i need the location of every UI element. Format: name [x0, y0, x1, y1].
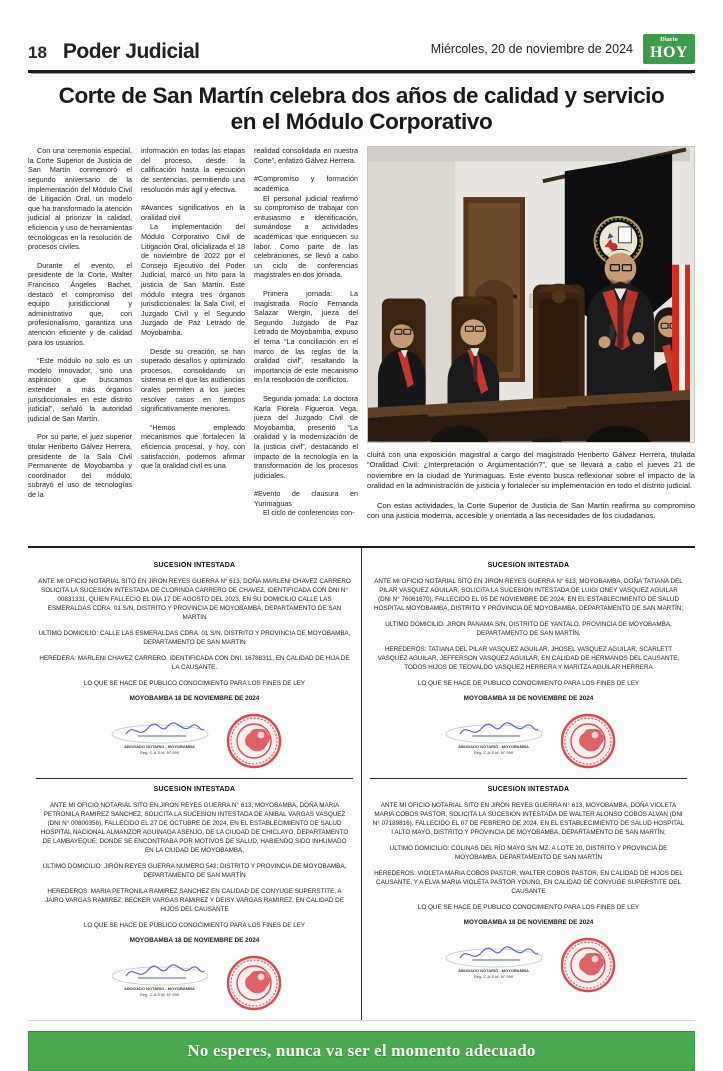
notice-paragraph: LO QUE SE HACE DE PUBLICO CONOCIMIENTO PARA LOS FINES DE LEY — [417, 904, 640, 912]
paragraph: información en todas las etapas del proceso, desde la calificación hasta la ejecución de sentencias, permitiendo una resolución más ágil y efectiva. — [141, 146, 245, 194]
article-right-area — [367, 146, 695, 538]
notice-date: MOYOBAMBA 18 DE NOVIEMBRE DE 2024 — [129, 695, 260, 703]
paragraph: Desde su creación, se han superado desafíos y optimizado procesos, consolidando un sistema en el que las audiencias orales permiten a los jueces resolver casos en tiempos significativamente menores. — [141, 346, 245, 414]
photo-illustration — [368, 147, 690, 442]
section-subhead: #Evento de clausura en Yurimaguas — [254, 489, 358, 508]
logo-top-label: Diario — [660, 36, 678, 44]
paragraph: El ciclo de conferencias con- — [263, 508, 355, 518]
article-column-2 — [141, 146, 245, 538]
notice-paragraph: ULTIMO DOMICILIO: JIRON PANAMA S/N, DISTRITO DE YANTALO, PROVINCIA DE MOYOBAMBA, DEPARTAMENTO DE SAN MARTÍN. — [385, 621, 672, 638]
article-column-3 — [254, 146, 358, 538]
stamp-row — [372, 934, 685, 996]
notice-paragraph: ANTE MI OFICIO NOTARIAL SITO EN JIRON REYES GUERRA N° 613, DOÑA MARLENI CHAVEZ CARRERO SOLICITA LA SUCESION INTESTADA DE CLORINDA CARRERO DE CHAVEZ, IDENTIFICADA CON DNI N° 00831331, QUIEN FALLECIO EL DIA 17 DE AGOSTO DEL 2023, EN SU DOMICILIO CALLE LAS ESMERALDAS CDRA. 01 S/N, DISTRITO Y PROVINCIA DE MOYOBAMBA, DEPARTAMENTO DE SAN MARTIN — [38, 578, 351, 622]
notice-paragraph: HEREDEROS: MARIA PETRONILA RAMIREZ SANCHEZ EN CALIDAD DE CONYUGE SUPERSTITE, A JAIRO VARGAS RAMIREZ; BECKER VARGAS RAMIREZ Y DEISY VARGAS RAMIREZ, EN CALIDAD DE HIJOS DEL CAUSANTE — [45, 888, 344, 914]
notice-date: MOYOBAMBA 18 DE NOVIEMBRE DE 2024 — [463, 695, 594, 703]
notice-paragraph: LO QUE SE HACE DE PUBLICO CONOCIMIENTO PARA LOS FINES DE LEY — [83, 680, 306, 688]
notary-caption: ABOGADO NOTARIO - MOYOBAMBA — [458, 968, 529, 974]
newspaper-logo — [643, 34, 695, 64]
paragraph: Primera jornada: La magistrada Rocío Fernanda Salazar Wergin, jueza del Segundo Juzgado de Paz Letrado de Moyobamba, expuso el tema “La conciliación en el marco de las reglas de la oralidad civil”, resaltando la importancia de este mecanismo en la resolución de conflictos. — [254, 289, 358, 385]
peru-flag — [672, 265, 690, 394]
notary-caption: ABOGADO NOTARIO - MOYOBAMBA — [124, 986, 195, 992]
notice-paragraph: ULTIMO DOMICILIO: COLINAS DEL RÍO MAYO S/N MZ. A LOTE 20, DISTRITO Y PROVINCIA DE MOYOBAMBA, DEPARTAMENTO DE SAN MARTÍN — [389, 845, 668, 862]
notice-title: SUCESION INTESTADA — [153, 786, 236, 794]
logo-main-label: HOY — [650, 43, 688, 61]
stamp-row — [38, 952, 351, 1014]
notary-caption: Reg. C.A.S.M. N° 099 — [474, 750, 513, 756]
notice-sucesion-intestada-3 — [370, 555, 687, 778]
notary-seal-icon — [226, 955, 282, 1011]
notice-title: SUCESION INTESTADA — [487, 786, 570, 794]
notary-seal-icon — [560, 713, 616, 769]
notice-paragraph: ANTE MI OFICIO NOTARIAL SITO EN JIRON REYES GUERRA N° 613, MOYOBAMBA, DOÑA VIOLETA MARIA COBOS PASTOR, SOLICITA LA SUCESION INTESTADA DE WALTER ALONSO COBOS ALVAN (DNI N° 07189816), FALLECIDO EL 07 DE FEBRERO DE 2024, EN EL ESTABLECIMIENTO DE SALUD HOSPITAL I ALTO MAYO, DISTRITO Y PROVINCIA DE MOYOBAMBA, DEPARTAMENTO DE SAN MARTÍN; — [372, 802, 685, 837]
notary-signature — [442, 718, 546, 764]
notice-date: MOYOBAMBA 18 DE NOVIEMBRE DE 2024 — [129, 937, 260, 945]
notary-caption: Reg. C.A.S.M. N° 099 — [474, 974, 513, 980]
paragraph: La implementación del Módulo Corporativo Civil de Litigación Oral, oficializada el 18 de noviembre de 2022 por el Consejo Ejecutivo del Poder Judicial, marcó un hito para la justicia de San Martín. Este módulo integra tres órganos jurisdiccionales: la Sala Civil, el Juzgado Civil y el Segundo Juzgado de Paz Letrado de Moyobamba. — [141, 222, 245, 337]
article-column-1 — [28, 146, 132, 538]
article-body — [28, 146, 695, 538]
notice-paragraph: ANTE MI OFICIO NOTARIAL SITO EN JIRON REYES GUERRA N° 613, MOYOBAMBA, DOÑA MARIA PETRONILA RAMIREZ SANCHEZ, SOLICITA LA SUCESION INTESTADA DE ANIBAL VARGAS VASQUEZ (DNI N° 00800356), FALLECIDO EL 27 DE OCTUBRE DE 2024, EN EL ESTABLECIMIENTO DE SALUD HOSPITAL NACIONAL ALMANZOR AGUINAGA ASENJO, DE LA CIUDAD DE CHICLAYO, DEPARTAMENTO DE LAMBAYEQUE; DONDE SE ENCONTRABA POR MOTIVOS DE SALUD, HABIENDO SIDO INHUMADO EN LA CIUDAD DE MOYOBAMBA, — [40, 802, 349, 855]
notices-left-column — [28, 548, 361, 1020]
notary-seal-icon — [226, 713, 282, 769]
paragraph: Por su parte, el juez superior titular Heriberto Gálvez Herrera, presidente de la Sala Civil Permanente de Moyobamba y coordinador del módulo, subrayó el uso de tecnologías de la — [28, 432, 132, 499]
notice-title: SUCESION INTESTADA — [487, 562, 570, 570]
notary-caption: Reg. C.A.S.M. N° 099 — [140, 992, 179, 998]
notice-paragraph: LO QUE SE HACE DE PUBLICO CONOCIMIENTO PARA LOS FINES DE LEY — [83, 922, 306, 930]
legal-notices-section — [28, 546, 695, 1021]
notary-caption: Reg. C.A.S.M. N° 099 — [140, 750, 179, 756]
article-headline — [28, 83, 695, 134]
paragraph: cluirá con una exposición magistral a cargo del magistrado Heriberto Gálvez Herrera, titulada “Oralidad Civil: ¿Interpretación o Argumentación?”, que se llevará a cabo el jueves 21 de noviembre en la ciudad de Yurimaguas. Este evento busca reflexionar sobre el impacto de la oralidad en la administración de justicia y fortalecer su implementación en todo el distrito judicial. — [367, 450, 695, 490]
banner-text: No esperes, nunca va ser el momento adecuado — [187, 1041, 536, 1061]
notice-paragraph: ULTIMO DOMICILIO: JIRÓN REYES GUERRA NUMERO 542; DISTRITO Y PROVINCIA DE MOYOBAMBA, DEPARTAMENTO DE SAN MARTÍN — [42, 863, 347, 880]
issue-date: Miércoles, 20 de noviembre de 2024 — [430, 42, 633, 56]
section-subhead: #Compromiso y formación académica — [254, 174, 358, 194]
headline-line-1: Corte de San Martín celebra dos años de calidad y servicio — [58, 83, 665, 108]
notice-paragraph: ULTIMO DOMICILIO: CALLE LAS ESMERALDAS CDRA. 01 S/N, DISTRITO Y PROVINCIA DE MOYOBAMBA, DEPARTAMENTO DE SAN MARTIN — [38, 630, 351, 647]
bottom-banner — [28, 1031, 695, 1071]
notice-date: MOYOBAMBA 18 DE NOVIEMBRE DE 2024 — [463, 919, 594, 927]
notice-paragraph: HEREDEROS: VIOLETA MARIA COBOS PASTOR, WALTER COBOS PASTOR, EN CALIDAD DE HIJOS DEL CAUSANTE, Y A ELVA MARIA VIOLETA PASTOR YOUNG, EN CALIDAD DE CONYUGE SUPERSTITE DEL CAUSANTE — [374, 870, 683, 896]
notice-paragraph: HEREDEROS: TATIANA DEL PILAR VASQUEZ AGUILAR, JHOSEL VASQUEZ AGUILAR, SCARLETT VASQUEZ AGUILAR, JEFFERSON VASQUEZ AGUILAR, EN CALIDAD DE HERMANOS DEL CAUSANTE, TODOS HIJOS DE TEOVALDO VASQUEZ HERRERA Y MARITZA AGUILAR HERRERA — [377, 646, 680, 672]
notary-seal-icon — [560, 937, 616, 993]
notary-signature — [108, 718, 212, 764]
masthead — [28, 34, 695, 73]
paragraph: “Hemos empleado mecanismos que fortalecen la eficiencia procesal, y hoy, con satisfacción, podemos afirmar que la oralidad civil es una — [141, 422, 245, 471]
notice-paragraph: HEREDERA: MARLENI CHAVEZ CARRERO, IDENTIFICADA CON DNI. 16788311, EN CALIDAD DE HIJA DE LA CAUSANTE. — [39, 655, 350, 672]
notary-signature — [442, 942, 546, 988]
paragraph: Con estas actividades, la Corte Superior de Justicia de San Martín reafirma su compromiso con una justicia moderna, accesible y orientada a las necesidades de los ciudadanos. — [367, 501, 695, 521]
notice-paragraph: LO QUE SE HACE DE PUBLICO CONOCIMIENTO PARA LOS FINES DE LEY — [417, 680, 640, 688]
notary-caption: ABOGADO NOTARIO - MOYOBAMBA — [124, 744, 195, 750]
notice-paragraph: ANTE MI OFICIO NOTARIAL SITO EN JIRON REYES GUERRA N° 613, MOYOBAMBA, DOÑA TATIANA DEL PILAR VASQUEZ AGUILAR, SOLICITA LA SUCESION INTESTADA DE LUIGI ONEY VASQUEZ AGUILAR (DNI N° 76061670), FALLECIDO EL 05 DE NOVIEMBRE DE 2024, EN EL ESTABLECIMIENTO DE SALUD HOSPITAL MOYOBAMBA, DISTRITO Y PROVINCIA DE MOYOBAMBA, DEPARTAMENTO DE SAN MARTÍN; — [373, 578, 684, 613]
section-subhead: #Avances significativos en la oralidad civil — [141, 203, 245, 222]
page-number: 18 — [28, 43, 47, 62]
paragraph: Segunda jornada: La doctora Karla Fiorela Figueroa Vega, jueza del Juzgado Civil de Moyobamba, presentó “La oralidad y la modernización de la justicia civil”, destacando el impacto de la tecnología en la transformación de los procesos judiciales. — [254, 393, 358, 480]
notice-title: SUCESION INTESTADA — [153, 562, 236, 570]
headline-line-2: en el Módulo Corporativo — [230, 108, 493, 134]
ceremony-photo — [367, 146, 695, 443]
section-title: Poder Judicial — [62, 40, 200, 63]
stamp-row — [38, 710, 351, 772]
notice-sucesion-intestada-2 — [36, 778, 353, 1020]
notary-caption: ABOGADO NOTARIO - MOYOBAMBA — [458, 744, 529, 750]
paragraph: Con una ceremonia especial, la Corte Superior de Justicia de San Martín conmemoró el segundo aniversario de la implementación del Módulo Civil de Litigación Oral, un modelo que ha transformado la atención judicial al priorizar la calidad, eficiencia y uso de herramientas tecnológicas en la resolución de procesos civiles. — [28, 146, 132, 252]
paragraph: El personal judicial reafirmó su compromiso de trabajar con entusiasmo e identificación, sumándose a actividades académicas que enriquecen su labor. Como parte de las celebraciones, se llevó a cabo un ciclo de conferencias magistrales en dos jornada. — [254, 193, 358, 280]
notary-signature — [108, 960, 212, 1006]
paragraph: Durante el evento, el presidente de la Corte, Walter Francisco Ángeles Bachet, destacó el compromiso del equipo jurisdiccional y administrativo que, con profesionalismo, garantiza una atención eficiente y de calidad para los usuarios. — [28, 260, 132, 347]
article-continuation — [367, 450, 695, 531]
paragraph: realidad consolidada en nuestra Corte”, enfatizó Gálvez Herrera. — [254, 146, 358, 165]
stamp-row — [372, 710, 685, 772]
notice-sucesion-intestada-1 — [36, 555, 353, 778]
notice-sucesion-intestada-4 — [370, 778, 687, 1002]
notices-right-column — [361, 548, 695, 1020]
paragraph: “Este módulo no solo es un modelo innovador, sino una aspiración que buscamos extender a más órganos jurisdiccionales en este distrito judicial”, señaló la autoridad judicial de San Martín. — [28, 356, 132, 423]
